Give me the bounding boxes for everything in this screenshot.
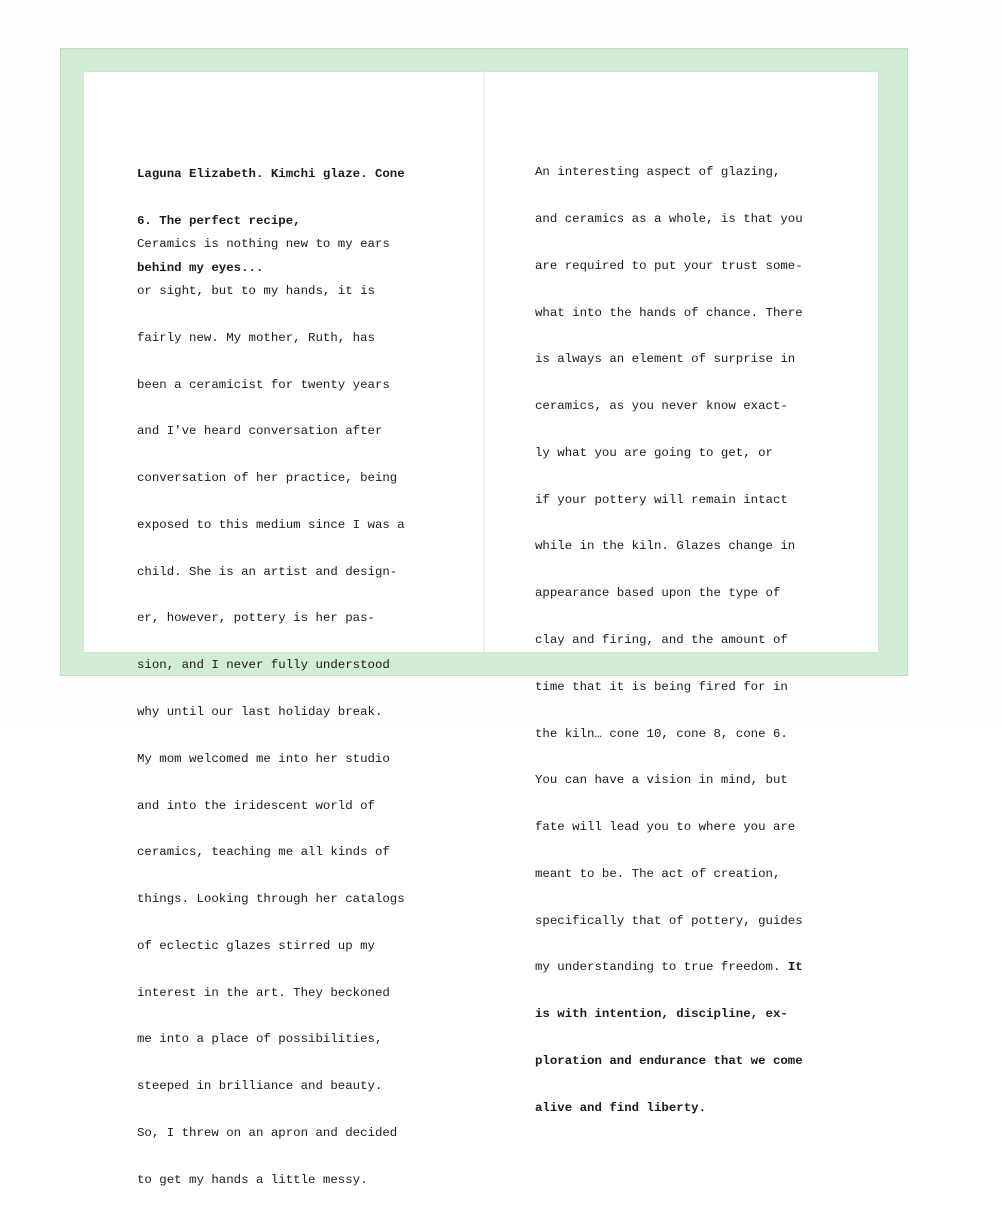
- body-line: ly what you are going to get, or: [535, 445, 773, 460]
- bold-line: alive and find liberty.: [535, 1100, 707, 1115]
- body-line: to get my hands a little messy.: [137, 1172, 368, 1187]
- body-line: sion, and I never fully understood: [137, 658, 390, 673]
- body-line: ceramics, as you never know exact-: [535, 399, 788, 414]
- body-line: things. Looking through her catalogs: [137, 892, 405, 907]
- bold-line: is with intention, discipline, ex-: [535, 1007, 788, 1022]
- body-line: and into the iridescent world of: [137, 798, 375, 813]
- body-line: fairly new. My mother, Ruth, has: [137, 330, 375, 345]
- body-line: are required to put your trust some-: [535, 258, 803, 273]
- body-line: exposed to this medium since I was a: [137, 517, 405, 532]
- left-body-text: [137, 206, 405, 1220]
- heading-line: Laguna Elizabeth. Kimchi glaze. Cone: [137, 167, 405, 182]
- heading-line: behind my eyes...: [137, 260, 264, 275]
- body-line: the kiln… cone 10, cone 8, cone 6.: [535, 726, 788, 741]
- body-line: been a ceramicist for twenty years: [137, 377, 390, 392]
- body-line: An interesting aspect of glazing,: [535, 165, 781, 180]
- body-line: conversation of her practice, being: [137, 471, 398, 486]
- body-line: ceramics, teaching me all kinds of: [137, 845, 390, 860]
- body-line: child. She is an artist and design-: [137, 564, 398, 579]
- body-line: interest in the art. They beckoned: [137, 985, 390, 1000]
- mixed-line: [535, 960, 803, 976]
- body-line: My mom welcomed me into her studio: [137, 751, 390, 766]
- body-line: appearance based upon the type of: [535, 586, 781, 601]
- body-line: why until our last holiday break.: [137, 705, 383, 719]
- mixed-line-bold: It: [787, 960, 803, 975]
- body-line: or sight, but to my hands, it is: [137, 283, 375, 298]
- right-body-text: [535, 134, 803, 1148]
- body-line: You can have a vision in mind, but: [535, 773, 788, 788]
- body-line: is always an element of surprise in: [535, 352, 796, 367]
- body-line: er, however, pottery is her pas-: [137, 611, 375, 626]
- body-line: clay and firing, and the amount of: [535, 633, 788, 647]
- body-line: specifically that of pottery, guides: [535, 913, 803, 928]
- body-line: while in the kiln. Glazes change in: [535, 539, 796, 554]
- body-line: fate will lead you to where you are: [535, 820, 796, 835]
- body-line: meant to be. The act of creation,: [535, 866, 781, 881]
- body-line: Ceramics is nothing new to my ears: [137, 237, 390, 252]
- body-line: steeped in brilliance and beauty.: [137, 1079, 383, 1094]
- mixed-line-plain: my understanding to true freedom.: [535, 960, 788, 975]
- bold-line: ploration and endurance that we come: [535, 1054, 803, 1069]
- body-line: what into the hands of chance. There: [535, 305, 803, 320]
- body-line: me into a place of possibilities,: [137, 1032, 383, 1047]
- body-line: of eclectic glazes stirred up my: [137, 938, 375, 953]
- body-line: if your pottery will remain intact: [535, 492, 788, 507]
- heading-line: 6. The perfect recipe,: [137, 213, 301, 228]
- center-fold: [483, 72, 485, 652]
- body-line: So, I threw on an apron and decided: [137, 1126, 398, 1141]
- body-line: time that it is being fired for in: [535, 679, 788, 694]
- body-line: and I've heard conversation after: [137, 424, 383, 439]
- body-line: and ceramics as a whole, is that you: [535, 211, 803, 226]
